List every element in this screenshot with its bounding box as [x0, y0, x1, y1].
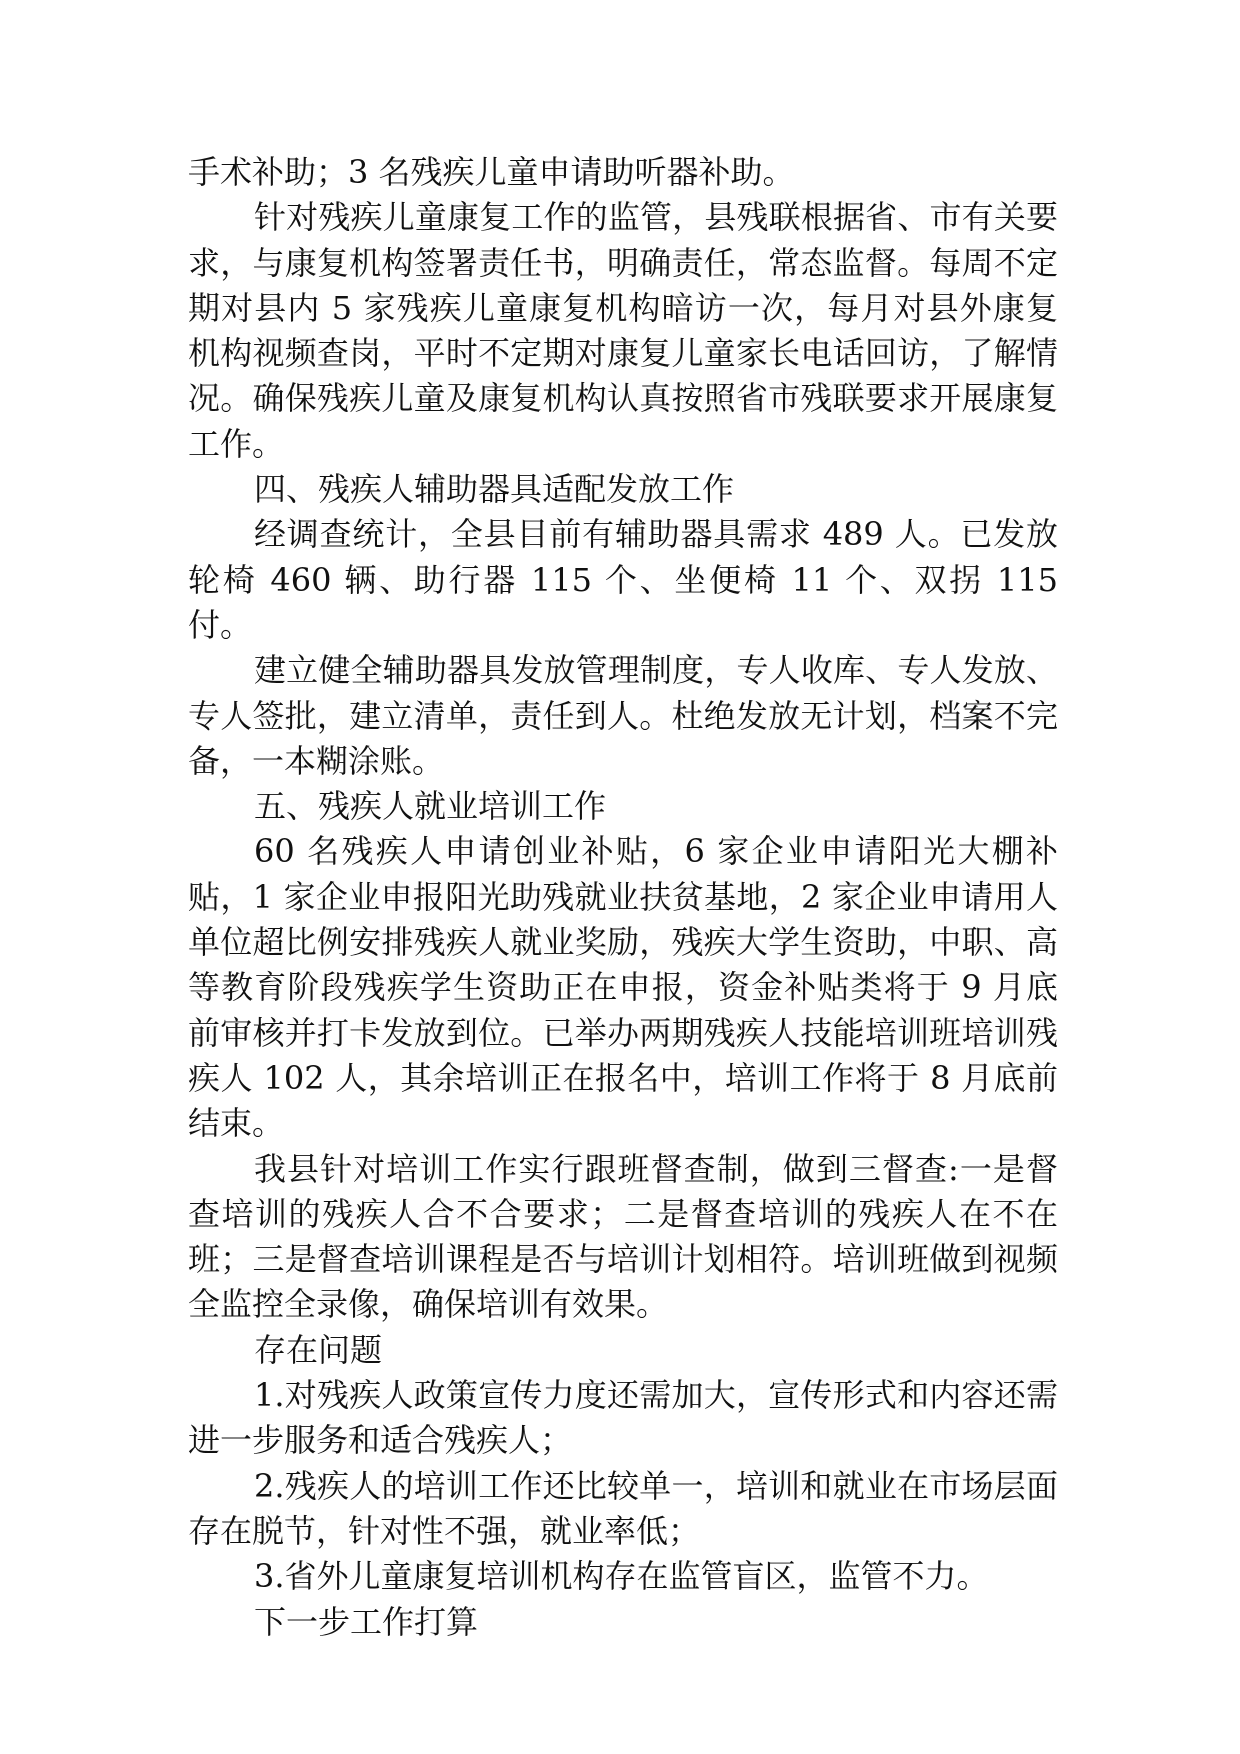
- problem-item-2: 2.残疾人的培训工作还比较单一，培训和就业在市场层面存在脱节，针对性不强，就业率低；: [188, 1466, 1058, 1550]
- section-heading-assistive-devices: 四、残疾人辅助器具适配发放工作: [254, 470, 735, 509]
- document-body: [188, 150, 1058, 1645]
- paragraph-device-statistics: 经调查统计，全县目前有辅助器具需求 489 人。已发放轮椅 460 辆、助行器 115 个、坐便椅 11 个、双拐 115 付。: [188, 515, 1058, 644]
- paragraph-employment-subsidies: 60 名残疾人申请创业补贴，6 家企业申请阳光大棚补贴，1 家企业申报阳光助残就业扶贫基地，2 家企业申请用人单位超比例安排残疾人就业奖励，残疾大学生资助，中职、高等教育阶段残疾学生资助正在申报，资金补贴类将于 9 月底前审核并打卡发放到位。已举办两期残疾人技能培训班培训残疾人 102 人，其余培训正在报名中，培训工作将于 8 月底前结束。: [188, 832, 1058, 1143]
- problem-item-3: 3.省外儿童康复培训机构存在监管盲区，监管不力。: [254, 1557, 989, 1596]
- section-heading-next-steps: 下一步工作打算: [254, 1602, 479, 1641]
- paragraph-rehab-supervision: 针对残疾儿童康复工作的监管，县残联根据省、市有关要求，与康复机构签署责任书，明确责任，常态监督。每周不定期对县内 5 家残疾儿童康复机构暗访一次，每月对县外康复机构视频查岗，平时不定期对康复儿童家长电话回访，了解情况。确保残疾儿童及康复机构认真按照省市残联要求开展康复工作。: [188, 198, 1058, 463]
- paragraph-hearing-aid-subsidy: 手术补助；3 名残疾儿童申请助听器补助。: [188, 153, 795, 191]
- problem-item-1: 1.对残疾人政策宣传力度还需加大，宣传形式和内容还需进一步服务和适合残疾人；: [188, 1376, 1058, 1460]
- section-heading-employment-training: 五、残疾人就业培训工作: [254, 787, 607, 826]
- section-heading-existing-problems: 存在问题: [254, 1330, 383, 1369]
- paragraph-device-management: 建立健全辅助器具发放管理制度，专人收库、专人发放、专人签批，建立清单，责任到人。杜绝发放无计划，档案不完备，一本糊涂账。: [188, 651, 1058, 780]
- paragraph-training-supervision: 我县针对培训工作实行跟班督查制，做到三督查:一是督查培训的残疾人合不合要求；二是督查培训的残疾人在不在班；三是督查培训课程是否与培训计划相符。培训班做到视频全监控全录像，确保培训有效果。: [188, 1149, 1058, 1324]
